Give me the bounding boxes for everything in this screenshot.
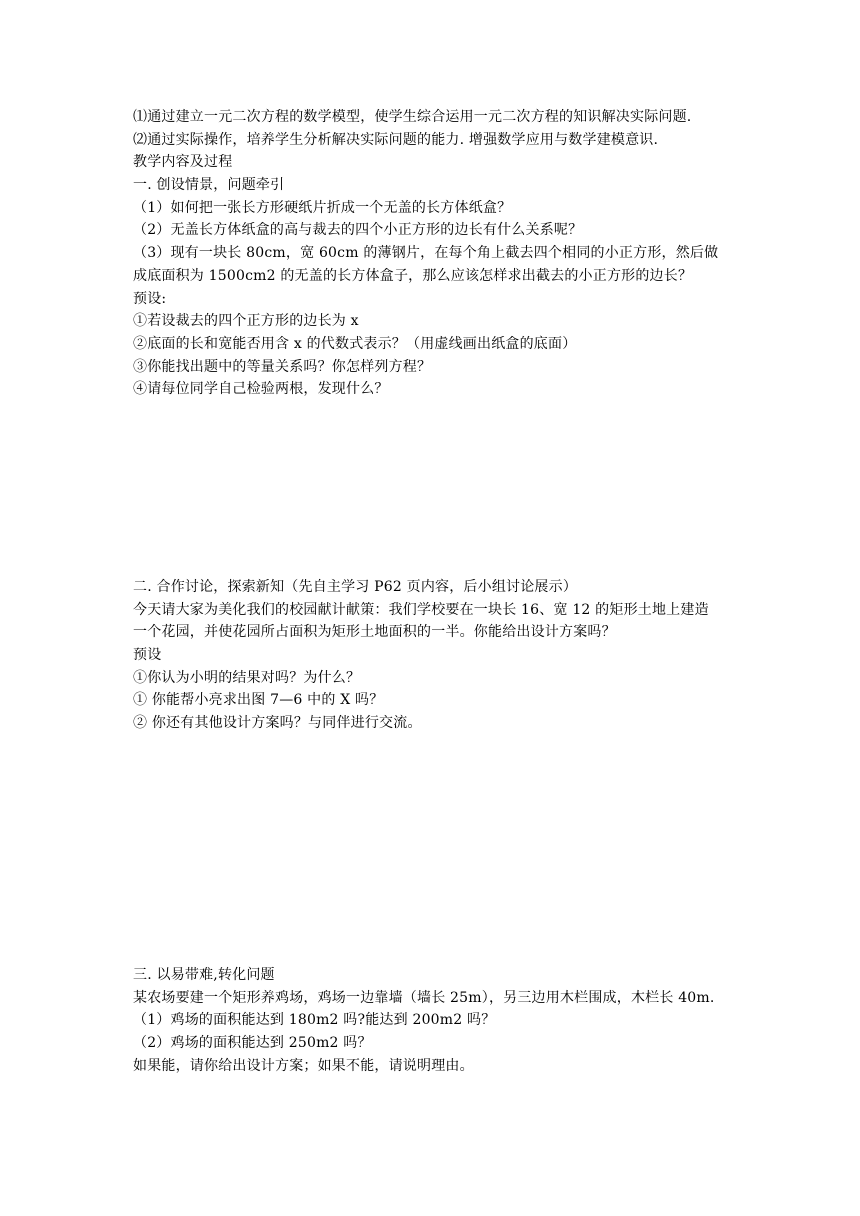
section1-question-1: （1）如何把一张长方形硬纸片折成一个无盖的长方体纸盒？ bbox=[133, 199, 512, 216]
section2-preset-2: ① 你能帮小亮求出图 7—6 中的 X 吗？ bbox=[133, 692, 384, 709]
section1-preset-3: ③你能找出题中的等量关系吗？你怎样列方程？ bbox=[133, 358, 432, 375]
section-intro bbox=[133, 106, 733, 401]
section2-preset-label: 预设 bbox=[133, 647, 162, 664]
section2-problem-2: 一个花园，并使花园所占面积为矩形土地面积的一半。你能给出设计方案吗？ bbox=[133, 624, 616, 641]
section3-title: 三. 以易带难,转化问题 bbox=[133, 967, 275, 983]
section1-question-3b: 成底面积为 1500cm2 的无盖的长方体盒子，那么应该怎样求出截去的小正方形的边长？ bbox=[133, 267, 693, 284]
section3-question-2: （2）鸡场的面积能达到 250m2 吗？ bbox=[133, 1035, 372, 1052]
section3-conclusion: 如果能，请你给出设计方案；如果不能，请说明理由。 bbox=[133, 1057, 474, 1074]
section3-problem: 某农场要建一个矩形养鸡场，鸡场一边靠墙（墙长 25m），另三边用木栏围成，木栏长 40m. bbox=[133, 989, 715, 1006]
section2-title: 二. 合作讨论，探索新知（先自主学习 P62 页内容，后小组讨论展示） bbox=[133, 579, 578, 595]
section-three bbox=[133, 964, 733, 1077]
section2-preset-3: ② 你还有其他设计方案吗？与同伴进行交流。 bbox=[133, 715, 422, 732]
section-two bbox=[133, 576, 733, 735]
section3-question-1: （1）鸡场的面积能达到 180m2 吗?能达到 200m2 吗？ bbox=[133, 1012, 496, 1029]
content-heading: 教学内容及过程 bbox=[133, 154, 233, 171]
section1-preset-label: 预设: bbox=[133, 290, 167, 307]
section1-preset-1: ①若设裁去的四个正方形的边长为 x bbox=[133, 313, 359, 330]
section1-preset-4: ④请每位同学自己检验两根，发现什么？ bbox=[133, 381, 389, 398]
objective-1: ⑴通过建立一元二次方程的数学模型，使学生综合运用一元二次方程的知识解决实际问题. bbox=[133, 109, 692, 125]
objective-2: ⑵通过实际操作，培养学生分析解决实际问题的能力. 增强数学应用与数学建模意识. bbox=[133, 131, 659, 148]
section2-preset-1: ①你认为小明的结果对吗？为什么？ bbox=[133, 669, 361, 686]
section1-question-3a: （3）现有一块长 80cm，宽 60cm 的薄钢片，在每个角上截去四个相同的小正方形，然后做 bbox=[133, 245, 719, 262]
section1-preset-2: ②底面的长和宽能否用含 x 的代数式表示？（用虚线画出纸盒的底面） bbox=[133, 335, 577, 352]
section1-question-2: （2）无盖长方体纸盒的高与裁去的四个小正方形的边长有什么关系呢？ bbox=[133, 222, 583, 239]
section2-problem-1: 今天请大家为美化我们的校园献计献策：我们学校要在一块长 16、宽 12 的矩形土地上建造 bbox=[133, 601, 709, 618]
section1-title: 一. 创设情景，问题牵引 bbox=[133, 177, 285, 194]
